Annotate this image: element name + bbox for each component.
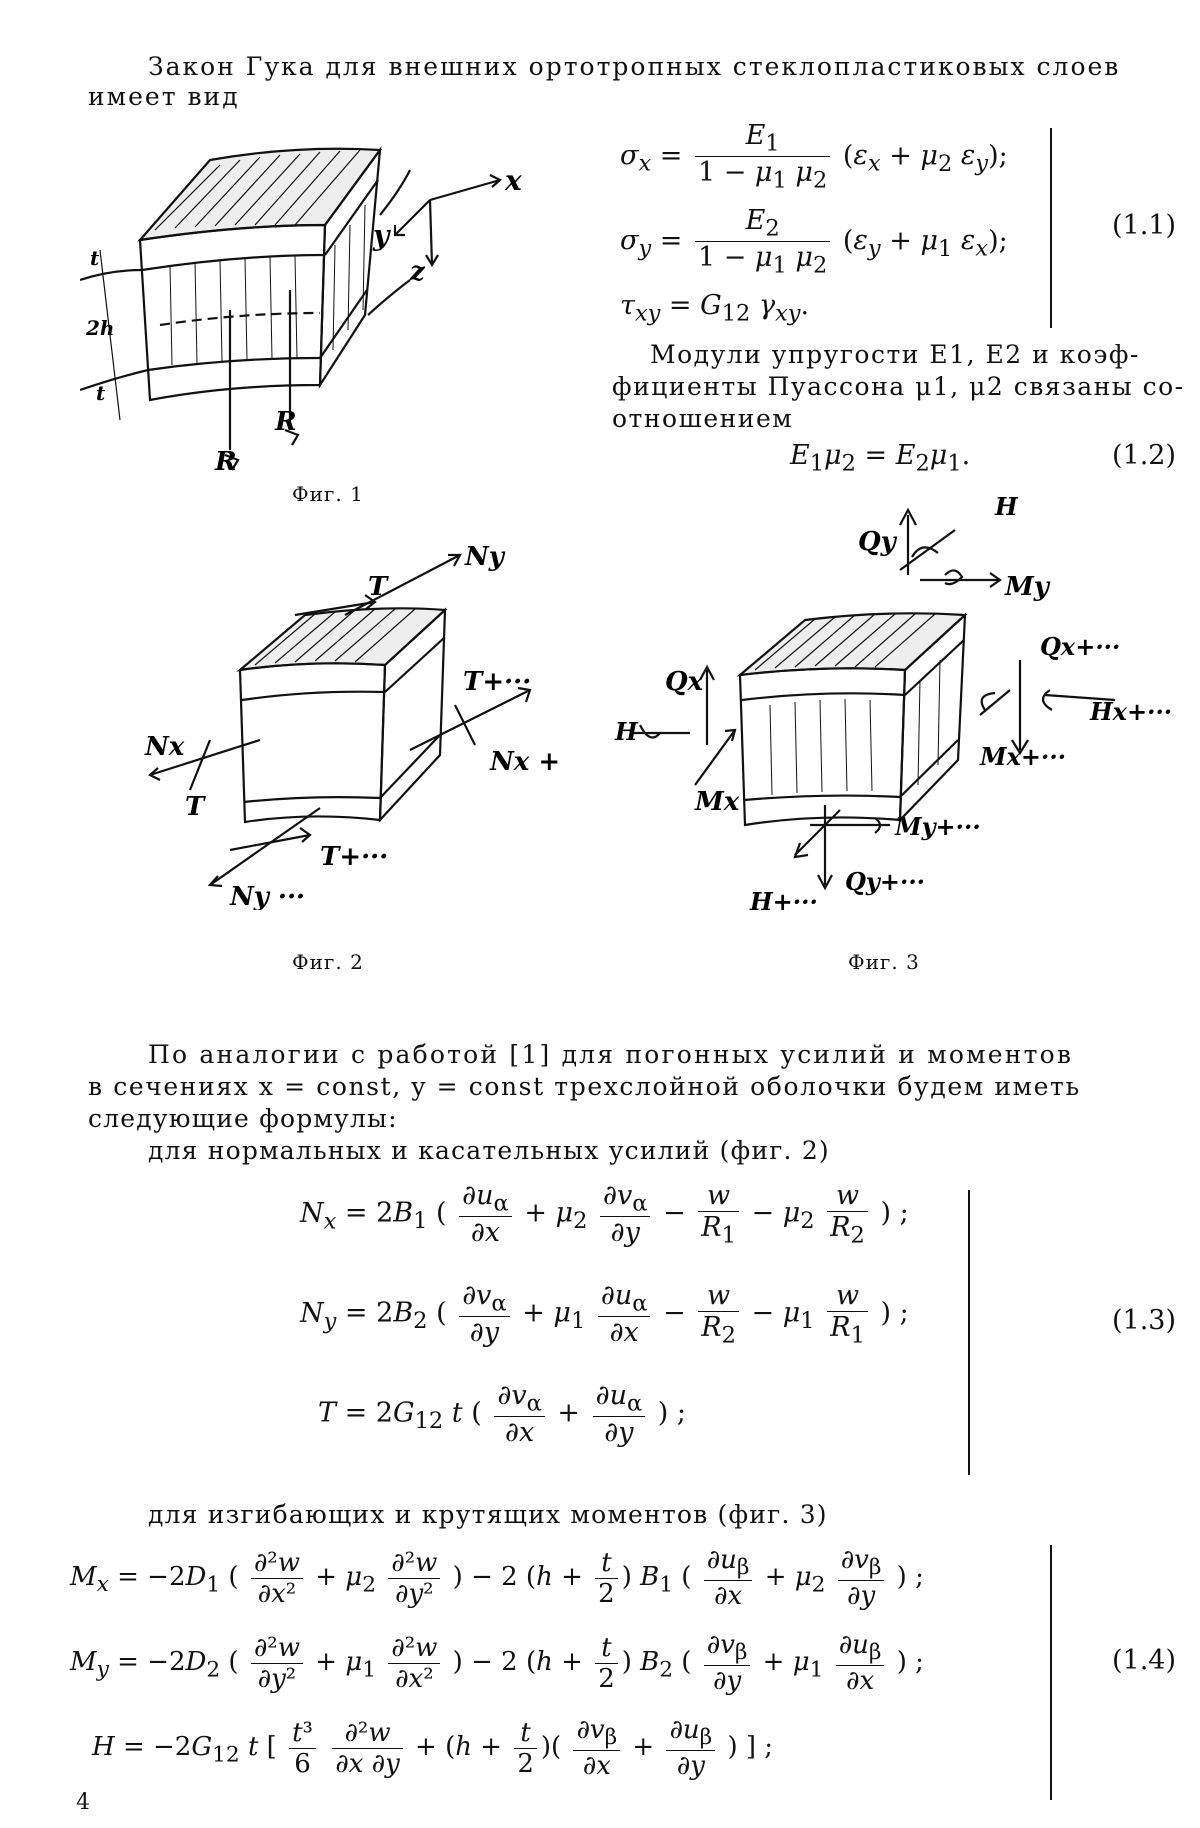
eq-1-3-number: (1.3) (1112, 1305, 1177, 1336)
eq-1-1-brace (1050, 128, 1052, 328)
para2-line-4: для нормальных и касательных усилий (фиг. 2) (148, 1136, 830, 1165)
thickness-2h-label: 2h (86, 316, 115, 340)
moduli-text-line-1: Модули упругости E1, E2 и коэф- (650, 340, 1140, 369)
fig3-qy-bottom-label: Qy+··· (845, 867, 926, 896)
fig3-hx-right-label: Hx+··· (1090, 697, 1173, 726)
moduli-text-line-2: фициенты Пуассона μ1, μ2 связаны со- (612, 372, 1185, 401)
figure-1 (80, 130, 620, 490)
eq-1-3-ny: $N_y = 2B_2$ ( $\frac{\partial v_\alpha}{\partial y}$ + $\mu_1$ $\frac{\partial u_\alpha}{\partial x}$ − $\frac{w}{R_2}$ − $\mu_1$ $\frac{w}{R_1}$ ) ; (300, 1280, 909, 1349)
fig3-mx-label: Mx (695, 787, 740, 817)
figure-2-caption: Фиг. 2 (292, 950, 364, 974)
fig3-h-top-label: H (995, 495, 1018, 521)
figure-2 (130, 540, 570, 910)
fig3-qx-label: Qx (665, 667, 704, 697)
fig2-ny-top-label: Ny (465, 542, 504, 572)
fig3-qx-right-label: Qx+··· (1040, 632, 1121, 661)
fig2-nx-right-label: Nx + (490, 747, 561, 777)
thickness-t-top-label: t (90, 246, 100, 270)
fig3-qy-label: Qy (858, 527, 896, 557)
fig2-t-left-label: T (185, 792, 205, 822)
radius-1-label: R (215, 447, 237, 477)
thickness-t-bottom-label: t (96, 381, 106, 405)
figure-3 (600, 495, 1190, 915)
para2-line-3: следующие формулы: (88, 1104, 398, 1133)
para2-line-2: в сечениях x = const, y = const трехслойной оболочки будем иметь (88, 1072, 1081, 1101)
figure-3-caption: Фиг. 3 (848, 950, 920, 974)
fig2-t-bottom-label: T+··· (320, 842, 389, 872)
fig3-my-label: My (1005, 572, 1049, 602)
axis-z-label: z (410, 257, 425, 287)
eq-1-4-mx: $M_x = -2D_1$ ( $\frac{\text{∂²w}}{\text{∂x²}}$ + $\mu_2$ $\frac{\text{∂²w}}{\text{∂y²}}$ ) − 2 (h + $\frac{t}{2}$ ) $B_1$ ( $\frac{\partial u_\beta}{\partial x}$ + $\mu_2$ $\frac{\partial v_\beta}{\partial y}$ ) ; (70, 1545, 924, 1612)
figure-1-caption: Фиг. 1 (292, 482, 364, 506)
axis-x-label: x (505, 164, 522, 197)
radius-2-label: R (275, 407, 297, 437)
eq-1-4-my: $M_y = -2D_2$ ( $\frac{\text{∂²w}}{\text{∂y²}}$ + $\mu_1$ $\frac{\text{∂²w}}{\text{∂x²}}$ ) − 2 (h + $\frac{t}{2}$ ) $B_2$ ( $\frac{\partial v_\beta}{\partial y}$ + $\mu_1$ $\frac{\partial u_\beta}{\partial x}$ ) ; (70, 1630, 924, 1697)
fig2-nx-left-label: Nx (145, 732, 185, 762)
para2-line-1: По аналогии с работой [1] для погонных усилий и моментов (148, 1040, 1074, 1069)
fig2-ny-bottom-label: Ny ··· (230, 882, 306, 910)
intro-line-2: имеет вид (88, 82, 240, 111)
fig3-h-left-label: H (615, 717, 638, 746)
moduli-text-line-3: отношением (612, 404, 794, 433)
eq-1-1-sigma-x: $\sigma_x$ = $\frac{E_1}{1 - \mu_1 \mu_2}$ ($\varepsilon_x + \mu_2$ $\varepsilon_y$); (620, 120, 1008, 194)
eq-1-2-number: (1.2) (1112, 440, 1177, 471)
fig3-my-bottom-label: My+··· (895, 812, 981, 841)
fig2-t-top-label: T (368, 572, 388, 602)
eq-1-4-number: (1.4) (1112, 1645, 1177, 1676)
eq-1-4-brace (1050, 1545, 1052, 1800)
eq-1-4-h: $H = -2G_{12}$ t [ $\frac{\text{t³}}{6}$ $\frac{\text{∂²w}}{\partial x \partial y}$ + (h + $\frac{t}{2}$ )( $\frac{\partial v_\beta}{\partial x}$ + $\frac{\partial u_\beta}{\partial y}$ ) ] ; (92, 1715, 774, 1782)
eq-1-3-t: $T = 2G_{12}$ t ( $\frac{\partial v_\alpha}{\partial x}$ + $\frac{\partial u_\alpha}{\partial y}$ ) ; (318, 1380, 686, 1449)
intro-line-1: Закон Гука для внешних ортотропных стеклопластиковых слоев (148, 52, 1121, 81)
axis-y-label: y (373, 219, 390, 252)
eq-1-3-nx: $N_x = 2B_1$ ( $\frac{\partial u_\alpha}{\partial x}$ + $\mu_2$ $\frac{\partial v_\alpha}{\partial y}$ − $\frac{w}{R_1}$ − $\mu_2$ $\frac{w}{R_2}$ ) ; (300, 1180, 909, 1249)
eq-1-2: $E_1\mu_2 = E_2\mu_1$. (790, 440, 971, 477)
eq-1-1-sigma-y: $\sigma_y$ = $\frac{E_2}{1 - \mu_1 \mu_2}$ ($\varepsilon_y + \mu_1$ $\varepsilon_x$); (620, 205, 1008, 279)
page-number: 4 (76, 1790, 91, 1815)
fig2-t-right-label: T+··· (463, 667, 532, 697)
eq-1-1-number: (1.1) (1112, 210, 1177, 241)
eq-1-3-brace (968, 1190, 970, 1475)
fig3-h-bottom-label: H+··· (750, 887, 818, 915)
para3-text: для изгибающих и крутящих моментов (фиг. 3) (148, 1500, 828, 1529)
fig3-mx-right-label: Mx+··· (980, 742, 1067, 771)
eq-1-1-tau-xy: $\tau_{xy} = G_{12}$ $\gamma_{xy}$. (620, 290, 810, 327)
